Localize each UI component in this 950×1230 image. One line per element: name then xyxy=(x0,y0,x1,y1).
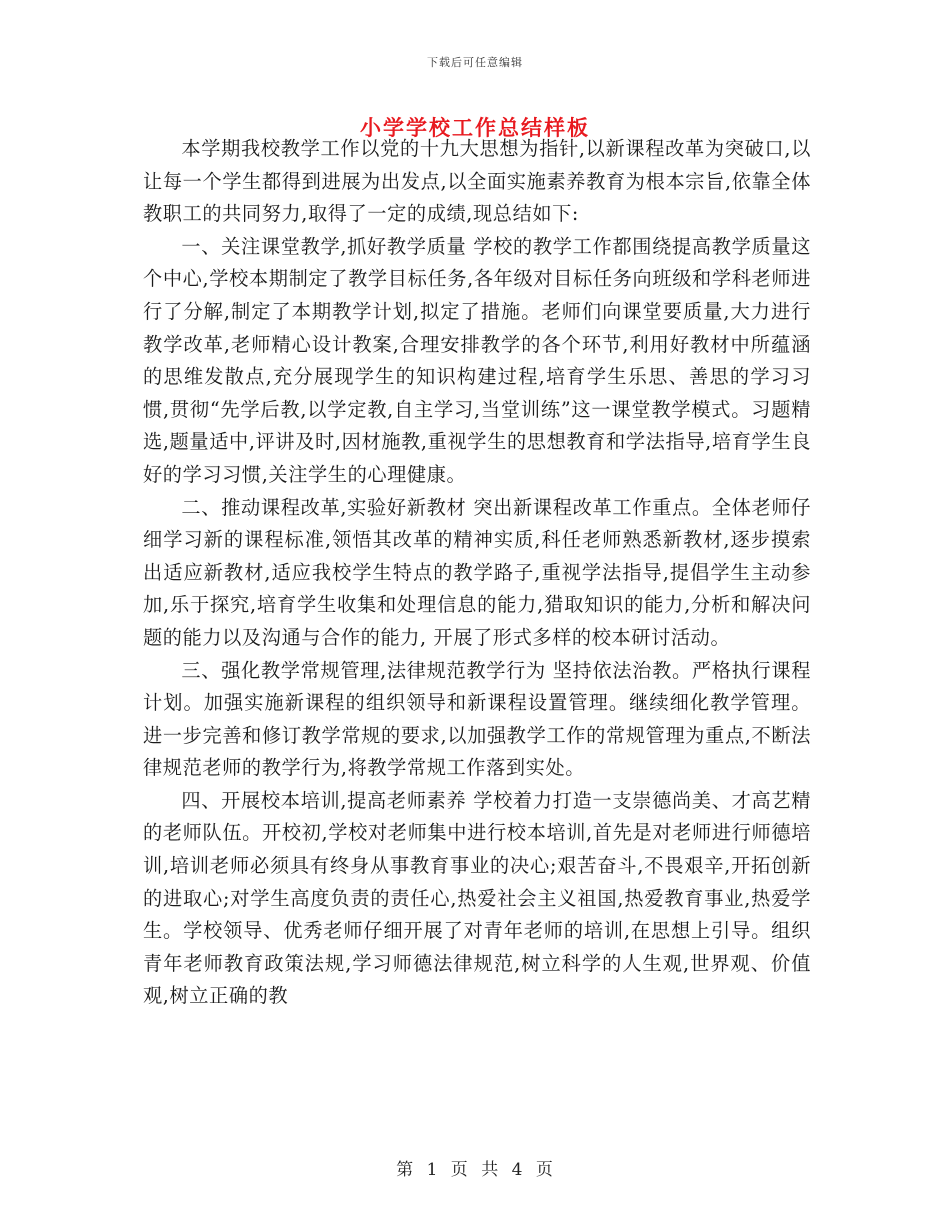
footer-page-number: 1 xyxy=(426,1160,439,1180)
paragraph-intro: 本学期我校教学工作以党的十九大思想为指针,以新课程改革为突破口,以让每一个学生都得到进展为出发点,以全面实施素养教育为根本宗旨,依靠全体教职工的共同努力,取得了一定的成绩,现总结如下: xyxy=(143,137,811,226)
header-note: 下载后可任意编辑 xyxy=(427,56,523,69)
paragraph-section-1: 一、关注课堂教学,抓好教学质量 学校的教学工作都围绕提高教学质量这个中心,学校本期制定了教学目标任务,各年级对目标任务向班级和学科老师进行了分解,制定了本期教学计划,拟定了措施。老师们向课堂要质量,大力进行教学改革,老师精心设计教案,合理安排教学的各个环节,利用好教材中所蕴涵的思维发散点,充分展现学生的知识构建过程,培育学生乐思、善思的学习习惯,贯彻“先学后教,以学定教,自主学习,当堂训练”这一课堂教学模式。习题精选,题量适中,评讲及时,因材施教,重视学生的思想教育和学法指导,培育学生良好的学习习惯,关注学生的心理健康。 xyxy=(143,234,811,486)
footer-ye-2: 页 xyxy=(535,1160,554,1180)
paragraph-section-2: 二、推动课程改革,实验好新教材 突出新课程改革工作重点。全体老师仔细学习新的课程标准,领悟其改革的精神实质,科任老师熟悉新教材,逐步摸索出适应新教材,适应我校学生特点的教学路子,重视学法指导,提倡学生主动参加,乐于探究,培育学生收集和处理信息的能力,猎取知识的能力,分析和解决问题的能力以及沟通与合作的能力, 开展了形式多样的校本研讨活动。 xyxy=(143,495,811,649)
page-footer xyxy=(0,1155,950,1180)
footer-gong: 共 xyxy=(481,1160,500,1180)
document-title: 小学学校工作总结样板 xyxy=(360,115,590,140)
document-body xyxy=(143,133,811,1013)
paragraph-section-3: 三、强化教学常规管理,法律规范教学行为 坚持依法治教。严格执行课程计划。加强实施新课程的组织领导和新课程设置管理。继续细化教学管理。进一步完善和修订教学常规的要求,以加强教学工作的常规管理为重点,不断法律规范老师的教学行为,将教学常规工作落到实处。 xyxy=(143,658,811,780)
footer-ye: 页 xyxy=(450,1160,469,1180)
paragraph-section-4: 四、开展校本培训,提高老师素养 学校着力打造一支崇德尚美、才高艺精的老师队伍。开校初,学校对老师集中进行校本培训,首先是对老师进行师德培训,培训老师必须具有终身从事教育事业的决心;艰苦奋斗,不畏艰辛,开拓创新的进取心;对学生高度负责的责任心,热爱社会主义祖国,热爱教育事业,热爱学生。学校领导、优秀老师仔细开展了对青年老师的培训,在思想上引导。组织青年老师教育政策法规,学习师德法律规范,树立科学的人生观,世界观、价值观,树立正确的教 xyxy=(143,788,811,1008)
footer-di: 第 xyxy=(396,1160,415,1180)
footer-total-pages: 4 xyxy=(511,1160,524,1180)
